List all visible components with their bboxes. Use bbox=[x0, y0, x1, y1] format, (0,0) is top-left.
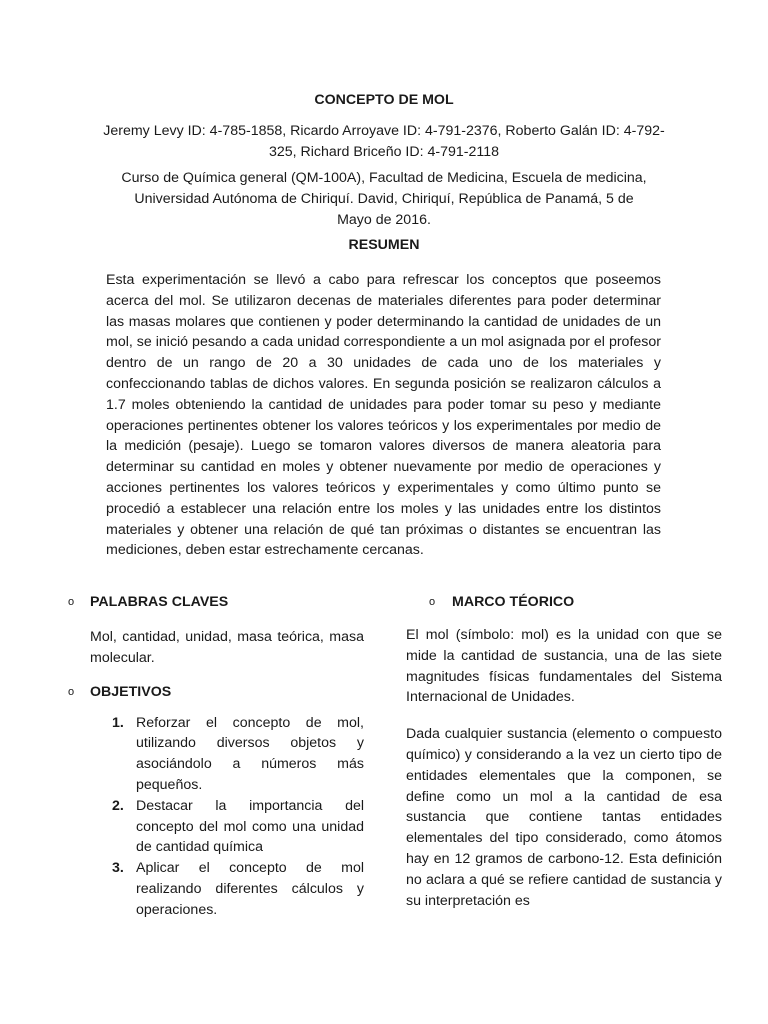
objective-number: 1. bbox=[112, 714, 124, 731]
right-column bbox=[406, 591, 722, 911]
objective-text: Reforzar el concepto de mol, utilizando diversos objetos y asociándolo a números más pequeños. bbox=[136, 714, 364, 793]
marco-teorico-paragraph-1: El mol (símbolo: mol) es la unidad con que se mide la cantidad de sustancia, una de las siete magnitudes físicas fundamentales del Sistema Internacional de Unidades. bbox=[406, 627, 722, 706]
objective-item bbox=[68, 858, 364, 920]
objetivos-label: OBJETIVOS bbox=[90, 683, 172, 700]
objectives-list bbox=[68, 713, 364, 921]
objective-text: Destacar la importancia del concepto del mol como una unidad de cantidad química bbox=[136, 797, 364, 856]
affiliation-text: Curso de Química general (QM-100A), Facultad de Medicina, Escuela de medicina, Universidad Autónoma de Chiriquí. David, Chiriquí, República de Panamá, 5 de Mayo de 2016. bbox=[121, 170, 647, 228]
objective-item bbox=[68, 796, 364, 858]
palabras-claves-heading bbox=[68, 591, 364, 613]
resumen-heading: RESUMEN bbox=[348, 237, 420, 253]
marco-teorico-label: MARCO TÉORICO bbox=[452, 594, 575, 610]
bullet-circle-icon: o bbox=[68, 596, 75, 608]
document-title: CONCEPTO DE MOL bbox=[314, 92, 454, 108]
palabras-claves-label: PALABRAS CLAVES bbox=[90, 594, 229, 610]
keywords-text: Mol, cantidad, unidad, masa teórica, masa molecular. bbox=[90, 629, 364, 666]
left-column bbox=[68, 591, 364, 921]
marco-teorico-paragraph-2: Dada cualquier sustancia (elemento o compuesto químico) y considerando a la vez un cierto tipo de entidades elementales que la componen, se define como un mol a la cantidad de esa sustancia que contiene tantas entidades elementales del tipo considerado, como átomos hay en 12 gramos de carbono-12. Esta definición no aclara a qué se refiere cantidad de sustancia y su interpretación es bbox=[406, 726, 722, 909]
marco-teorico-heading bbox=[406, 591, 722, 613]
bullet-circle-icon: o bbox=[429, 596, 436, 608]
objective-item bbox=[68, 713, 364, 796]
objective-text: Aplicar el concepto de mol realizando diferentes cálculos y operaciones. bbox=[136, 860, 364, 918]
objective-number: 3. bbox=[112, 860, 124, 877]
bullet-circle-icon: o bbox=[68, 685, 75, 698]
objective-number: 2. bbox=[112, 797, 124, 814]
abstract-paragraph: Esta experimentación se llevó a cabo para refrescar los conceptos que poseemos acerca del mol. Se utilizaron decenas de materiales diferentes para poder determinar las masas molares que contienen y poder determinando la cantidad de unidades de un mol, se inició pesando a cada unidad correspondiente a un mol asignada por el profesor dentro de un rango de 20 a 30 unidades de cada uno de los materiales y confeccionando tablas de dichos valores. En segunda posición se realizaron cálculos a 1.7 moles obteniendo la cantidad de unidades para poder tomar su peso y mediante operaciones pertinentes obtener los valores teóricos y los experimentales por medio de la medición (pesaje). Luego se tomaron valores diversos de manera aleatoria para determinar su cantidad en moles y obtener nuevamente por medio de operaciones y acciones pertinentes los valores teóricos y experimentales y como último punto se procedió a establecer una relación entre los moles y las unidades entre los distintos materiales y obtener una relación de qué tan próximas o distantes se encuentran las mediciones, deben estar estrechamente cercanas. bbox=[106, 272, 661, 559]
objetivos-heading bbox=[68, 681, 364, 703]
authors-line: Jeremy Levy ID: 4-785-1858, Ricardo Arroyave ID: 4-791-2376, Roberto Galán ID: 4-792-325, Richard Briceño ID: 4-791-2118 bbox=[103, 123, 665, 160]
